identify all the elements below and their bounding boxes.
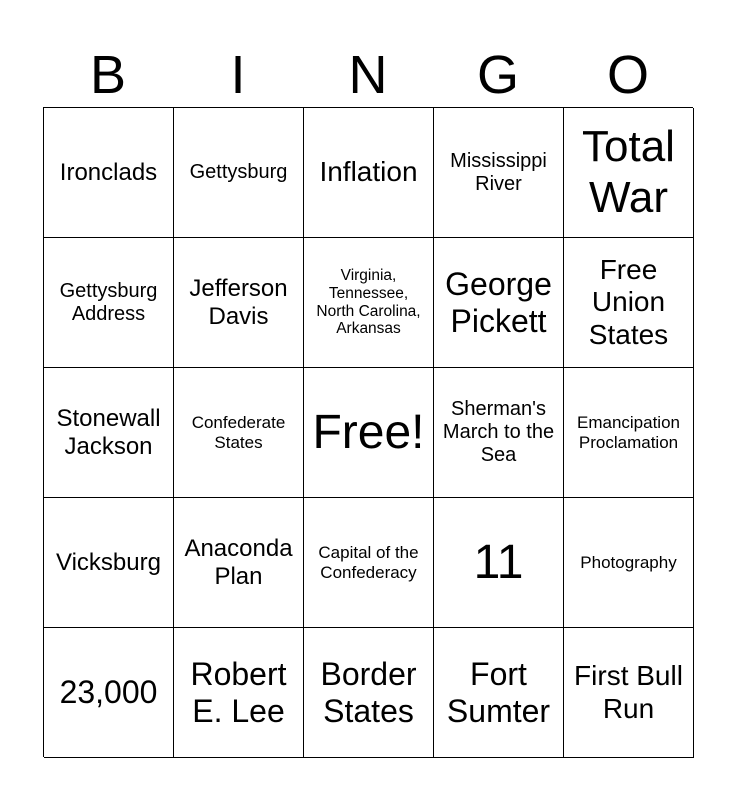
free-space-text: Free! [312,405,425,459]
bingo-board [43,107,693,757]
bingo-cell[interactable] [434,368,564,498]
bingo-cell[interactable] [44,368,174,498]
bingo-cell[interactable] [304,108,434,238]
cell-text: Emancipation Proclamation [576,412,680,452]
bingo-cell[interactable] [304,498,434,628]
cell-text: Fort Sumter [446,655,551,729]
header-letter-b: B [89,45,127,105]
cell-text: Border States [320,655,417,729]
cell-text: Robert E. Lee [190,655,287,729]
bingo-cell[interactable] [434,498,564,628]
bingo-cell[interactable] [564,238,694,368]
bingo-cell[interactable] [174,368,304,498]
cell-text: Anaconda Plan [184,534,293,590]
cell-text: Total War [582,121,675,222]
cell-text: Virginia, Tennessee, North Carolina, Arkansas [316,266,421,338]
cell-text: Photography [580,552,677,572]
bingo-cell[interactable] [174,628,304,758]
bingo-cell[interactable] [434,108,564,238]
cell-text: Capital of the Confederacy [318,542,419,582]
cell-text: Stonewall Jackson [56,404,161,460]
bingo-header [43,42,693,108]
cell-text: Mississippi River [450,149,547,195]
bingo-cell[interactable] [564,108,694,238]
cell-text: Gettysburg Address [59,279,158,325]
cell-text: Sherman's March to the Sea [442,398,555,466]
free-space-cell[interactable] [304,368,434,498]
cell-text: Ironclads [59,158,158,186]
header-letter-g: G [476,45,519,105]
bingo-cell[interactable] [44,628,174,758]
bingo-cell[interactable] [304,628,434,758]
bingo-cell[interactable] [174,108,304,238]
cell-text: First Bull Run [574,660,683,724]
bingo-cell[interactable] [434,628,564,758]
cell-text: 23,000 [59,674,158,711]
bingo-cell[interactable] [44,108,174,238]
cell-text: Gettysburg [189,161,288,183]
bingo-cell[interactable] [564,368,694,498]
bingo-cell[interactable] [44,238,174,368]
cell-text: Vicksburg [56,548,161,576]
cell-text: Free Union States [588,254,669,350]
header-letter-o: O [606,45,649,105]
cell-text: Jefferson Davis [189,274,288,330]
bingo-cell[interactable] [304,238,434,368]
cell-text: 11 [473,535,524,589]
header-letter-i: I [230,45,246,105]
bingo-cell[interactable] [564,498,694,628]
bingo-cell[interactable] [564,628,694,758]
bingo-cell[interactable] [434,238,564,368]
bingo-cell[interactable] [174,238,304,368]
cell-text: Confederate States [191,412,286,452]
bingo-cell[interactable] [44,498,174,628]
cell-text: Inflation [319,156,418,188]
bingo-cell[interactable] [174,498,304,628]
header-letter-n: N [348,45,388,105]
cell-text: George Pickett [445,265,552,339]
